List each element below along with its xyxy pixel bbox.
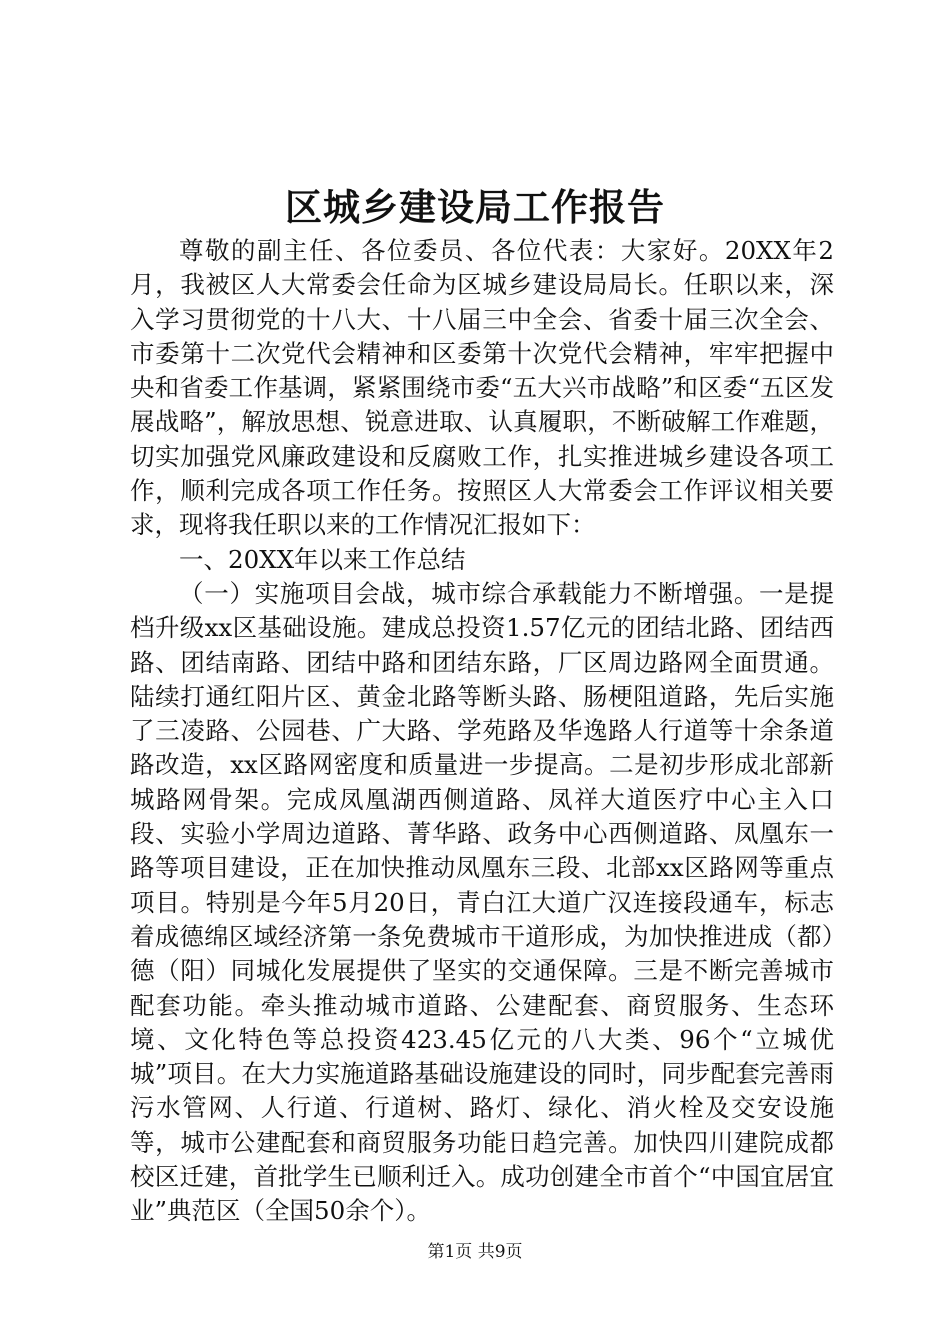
paragraph-greeting: 尊敬的副主任、各位委员、各位代表：大家好。20XX年2月，我被区人大常委会任命为区城乡建设局局长。任职以来，深入学习贯彻党的十八大、十八届三中全会、省委十届三次全会、市委第十二次党代会精神和区委第十次党代会精神，牢牢把握中央和省委工作基调，紧紧围绕市委“五大兴市战略”和区委“五区发展战略”，解放思想、锐意进取、认真履职，不断破解工作难题，切实加强党风廉政建设和反腐败工作，扎实推进城乡建设各项工作，顺利完成各项工作任务。按照区人大常委会工作评议相关要求，现将我任职以来的工作情况汇报如下： (130, 236, 834, 540)
paragraph-project-summary: （一）实施项目会战，城市综合承载能力不断增强。一是提档升级xx区基础设施。建成总投资1.57亿元的团结北路、团结西路、团结南路、团结中路和团结东路，厂区周边路网全面贯通。陆续打通红阳片区、黄金北路等断头路、肠梗阻道路，先后实施了三凌路、公园巷、广大路、学苑路及华逸路人行道等十余条道路改造，xx区路网密度和质量进一步提高。二是初步形成北部新城路网骨架。完成凤凰湖西侧道路、凤祥大道医疗中心主入口段、实验小学周边道路、菁华路、政务中心西侧道路、凤凰东一路等项目建设，正在加快推动凤凰东三段、北部xx区路网等重点项目。特别是今年5月20日，青白江大道广汉连接段通车，标志着成德绵区域经济第一条免费城市干道形成，为加快推进成（都）德（阳）同城化发展提供了坚实的交通保障。三是不断完善城市配套功能。牵头推动城市道路、公建配套、商贸服务、生态环境、文化特色等总投资423.45亿元的八大类、96个“立城优城”项目。在大力实施道路基础设施建设的同时，同步配套完善雨污水管网、人行道、行道树、路灯、绿化、消火栓及交安设施等，城市公建配套和商贸服务功能日趋完善。加快四川建院成都校区迁建，首批学生已顺利迁入。成功创建全市首个“中国宜居宜业”典范区（全国50余个）。 (130, 578, 834, 1226)
page-number: 第1页 共9页 (427, 1242, 523, 1262)
document-title: 区城乡建设局工作报告 (285, 185, 665, 229)
section-heading: 一、20XX年以来工作总结 (179, 544, 466, 574)
document-body (130, 234, 834, 1229)
